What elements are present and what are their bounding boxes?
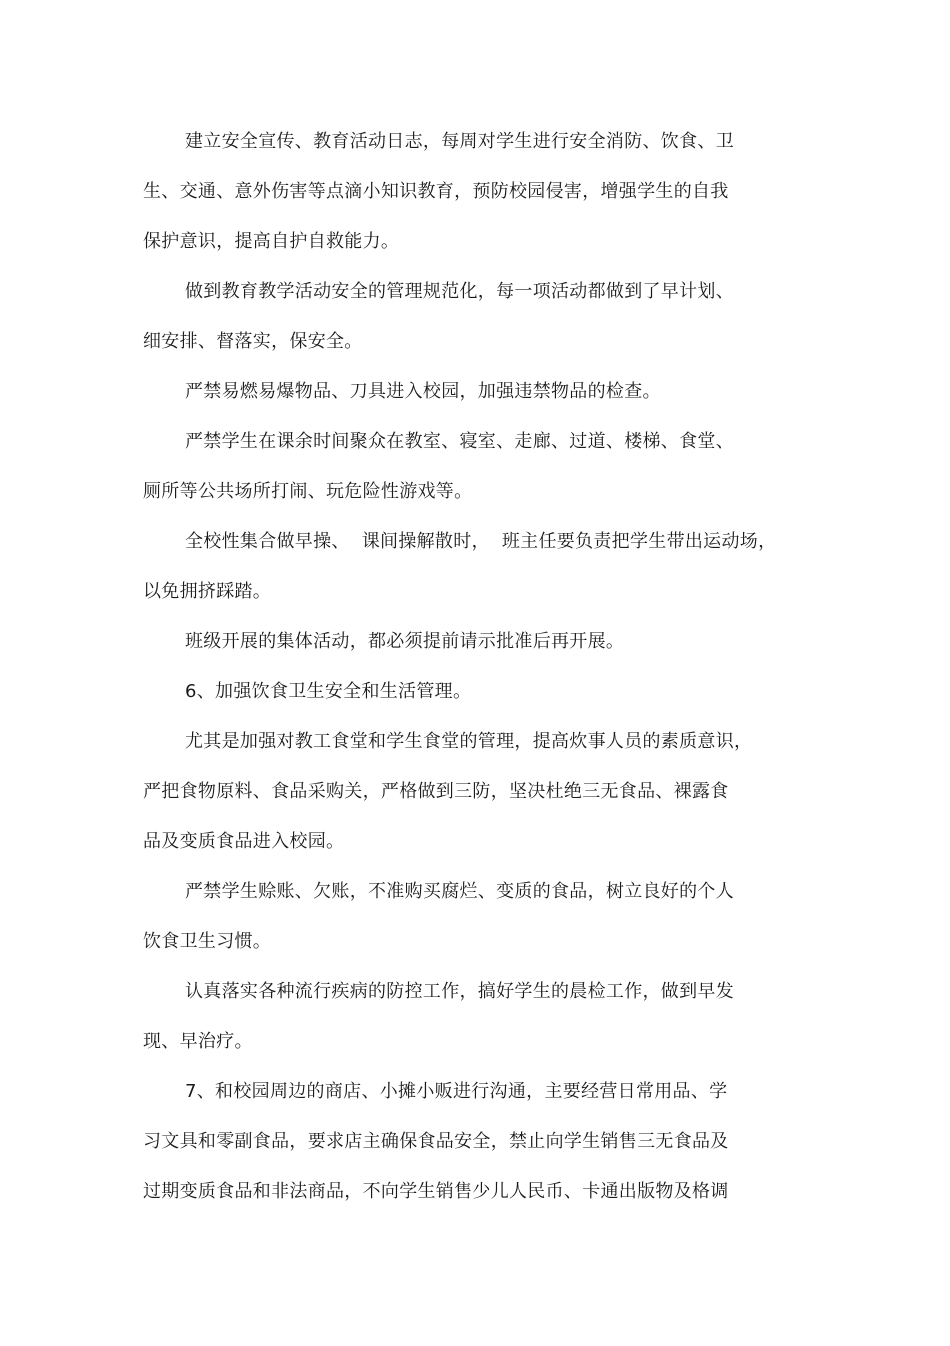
paragraph-line: 现、早治疗。: [143, 1031, 253, 1052]
paragraph-line: 班级开展的集体活动，都必须提前请示批准后再开展。: [185, 631, 625, 652]
paragraph-line: 认真落实各种流行疾病的防控工作，搞好学生的晨检工作，做到早发: [185, 981, 734, 1002]
paragraph-line: 严禁学生赊账、欠账，不准购买腐烂、变质的食品，树立良好的个人: [185, 881, 734, 902]
paragraph-line: 以免拥挤踩踏。: [143, 581, 272, 602]
paragraph-line: 生、交通、意外伤害等点滴小知识教育，预防校园侵害，增强学生的自我: [143, 181, 729, 202]
paragraph-line: 严把食物原料、食品采购关，严格做到三防，坚决杜绝三无食品、裸露食: [143, 781, 729, 802]
paragraph-line: 饮食卫生习惯。: [143, 931, 272, 952]
section-heading: 6、加强饮食卫生安全和生活管理。: [185, 681, 472, 702]
paragraph-line: 过期变质食品和非法商品，不向学生销售少儿人民币、卡通出版物及格调: [143, 1181, 729, 1202]
paragraph-line: 习文具和零副食品，要求店主确保食品安全，禁止向学生销售三无食品及: [143, 1131, 729, 1152]
paragraph-line: 细安排、督落实，保安全。: [143, 331, 363, 352]
section-heading: 7、和校园周边的商店、小摊小贩进行沟通，主要经营日常用品、学: [185, 1081, 728, 1102]
paragraph-line: 全校性集合做早操、 课间操解散时， 班主任要负责把学生带出运动场，: [185, 531, 777, 552]
paragraph-line: 尤其是加强对教工食堂和学生食堂的管理，提高炊事人员的素质意识，: [185, 731, 753, 752]
paragraph-line: 建立安全宣传、教育活动日志，每周对学生进行安全消防、饮食、卫: [185, 131, 734, 152]
paragraph-line: 严禁易燃易爆物品、刀具进入校园，加强违禁物品的检查。: [185, 381, 661, 402]
paragraph-line: 做到教育教学活动安全的管理规范化，每一项活动都做到了早计划、: [185, 281, 734, 302]
paragraph-line: 严禁学生在课余时间聚众在教室、寝室、走廊、过道、楼梯、食堂、: [185, 431, 734, 452]
paragraph-line: 品及变质食品进入校园。: [143, 831, 345, 852]
paragraph-line: 厕所等公共场所打闹、玩危险性游戏等。: [143, 481, 473, 502]
paragraph-line: 保护意识，提高自护自救能力。: [143, 231, 400, 252]
